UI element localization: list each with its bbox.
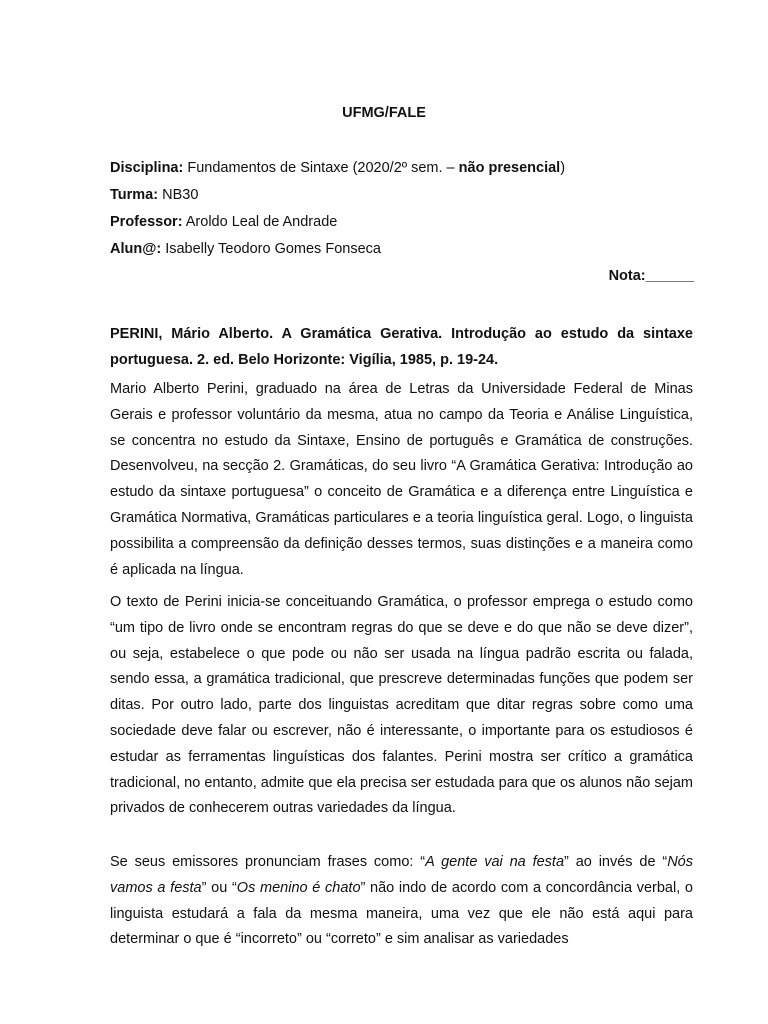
discipline-value: Fundamentos de Sintaxe (2020/2º sem. – [183,160,459,176]
discipline-label: Disciplina: [110,160,184,176]
paragraph-2: O texto de Perini inicia-se conceituando Gramática, o professor emprega o estudo como “um tipo de livro onde se encontram regras do que se deve e do que não se deve dizer”, ou seja, estabelece o que pode ou não ser usada na língua padrão escrita ou falada, sendo essa, a gramática tradicional, que prescreve determinadas funções que podem ser ditas. Por outro lado, parte dos linguistas acreditam que ditar regras sobre como uma sociedade deve falar ou escrever, não é interessante, o importante para os estudiosos é estudar as ferramentas linguísticas dos falantes. Perini mostra ser crítico a gramática tradicional, no entanto, admite que ela precisa ser estudada para que os alunos não sejam privados de conhecerem outras variedades da língua. [110,594,693,817]
paragraph-3-text-4: ” não indo de acordo com a concordância verbal, o linguista estudará a fala da mesma maneira, uma vez que ele não está aqui para determinar o que é “incorreto” ou “correto” e sim analisar as variedades [110,879,693,948]
paragraph-3 [110,850,693,953]
student-value: Isabelly Teodoro Gomes Fonseca [161,241,381,257]
class-line [110,186,700,204]
paragraph-1: Mario Alberto Perini, graduado na área de Letras da Universidade Federal de Minas Gerais e professor voluntário da mesma, atua no campo da Teoria e Análise Linguística, se concentra no estudo da Sintaxe, Ensino de português e Gramática de construções. Desenvolveu, na secção 2. Gramáticas, do seu livro “A Gramática Gerativa: Introdução ao estudo da sintaxe portuguesa” o conceito de Gramática e a diferença entre Linguística e Gramática Normativa, Gramáticas particulares e a teoria linguística geral. Logo, o linguista possibilita a compreensão da definição desses termos, suas distinções e a maneira como é aplicada na língua. [110,381,693,578]
class-label: Turma: [110,187,159,203]
class-value: NB30 [158,187,199,203]
discipline-close: ) [560,160,566,176]
discipline-mode: não presencial [458,160,561,176]
example-quote-2: Nós vamos a festa [110,854,693,896]
paragraph-3-text-2: ” ao invés de “ [564,854,668,870]
example-quote-1: A gente vai na festa [425,854,565,870]
student-line [110,240,700,258]
bibliographic-reference: PERINI, Mário Alberto. A Gramática Gerativa. Introdução ao estudo da sintaxe portuguesa. 2. ed. Belo Horizonte: Vigília, 1985, p. 19-24. [110,326,693,368]
paragraph-3-text-3: ” ou “ [201,879,237,896]
professor-line [110,213,700,231]
paragraph-3-text-1: Se seus emissores pronunciam frases como: “ [110,854,426,870]
grade-field: Nota:______ [608,268,694,284]
discipline-line [110,159,700,177]
professor-label: Professor: [110,214,183,230]
professor-value: Aroldo Leal de Andrade [182,214,338,230]
institution-title: UFMG/FALE [342,105,426,121]
example-quote-3: Os menino é chato [236,879,361,896]
student-label: Alun@: [110,241,162,257]
